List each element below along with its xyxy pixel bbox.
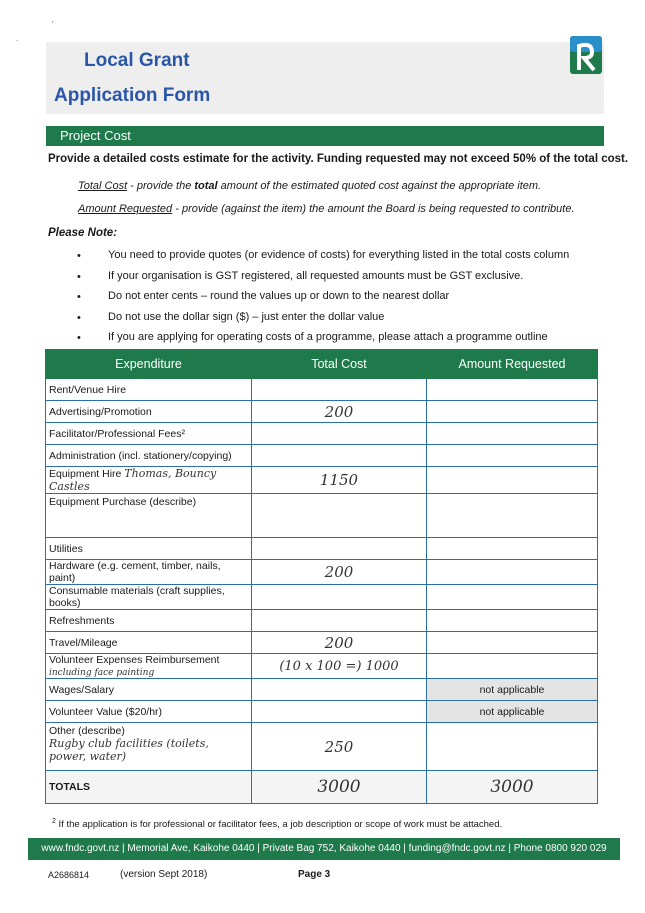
- council-logo-icon: [570, 36, 602, 74]
- scan-speck: .: [16, 34, 19, 43]
- total-cost-value: 200: [324, 402, 354, 421]
- definition-amount-requested: [78, 203, 575, 215]
- cost-table: [45, 349, 598, 804]
- total-cost-cell[interactable]: [252, 632, 427, 654]
- list-item: • Do not use the dollar sign ($) – just enter the dollar value: [74, 309, 594, 330]
- amount-requested-cell[interactable]: [427, 494, 598, 538]
- amount-requested-cell[interactable]: [427, 560, 598, 585]
- amount-requested-cell[interactable]: [427, 379, 598, 401]
- table-row: [46, 560, 598, 585]
- table-row: [46, 494, 598, 538]
- form-title-line1: Local Grant: [84, 50, 190, 71]
- list-item: • You need to provide quotes (or evidence of costs) for everything listed in the total costs column: [74, 247, 594, 268]
- list-item: • If your organisation is GST registered, all requested amounts must be GST exclusive.: [74, 268, 594, 289]
- footnote-text: If the application is for professional or facilitator fees, a job description or scope of work must be attached.: [58, 819, 503, 831]
- list-item: • If you are applying for operating costs of a programme, please attach a programme outline: [74, 329, 594, 350]
- expenditure-label-text: Equipment Hire: [49, 468, 122, 480]
- total-cost-cell[interactable]: [252, 610, 427, 632]
- table-row: [46, 654, 598, 679]
- table-row: [46, 679, 598, 701]
- table-row: [46, 445, 598, 467]
- total-cost-cell[interactable]: [252, 494, 427, 538]
- expenditure-label: Consumable materials (craft supplies, books): [46, 585, 252, 610]
- table-row: [46, 379, 598, 401]
- footnote-mark: 2: [52, 818, 56, 825]
- total-cost-cell[interactable]: [252, 538, 427, 560]
- total-cost-value: 200: [324, 563, 354, 581]
- total-cost-cell[interactable]: [252, 467, 427, 494]
- intro-text: Provide a detailed costs estimate for the activity. Funding requested may not exceed 50% of the total cost.: [48, 153, 629, 165]
- amount-requested-cell[interactable]: [427, 467, 598, 494]
- totals-row: [46, 771, 598, 804]
- total-cost-total: 3000: [317, 777, 361, 797]
- total-cost-cell[interactable]: [252, 401, 427, 423]
- footer-contact-bar: www.fndc.govt.nz | Memorial Ave, Kaikohe 0440 | Private Bag 752, Kaikohe 0440 | funding@fndc.govt.nz | Phone 0800 920 029: [28, 838, 620, 860]
- footnote: [52, 818, 502, 830]
- handwritten-note: including face painting: [49, 668, 155, 678]
- total-cost-cell[interactable]: [252, 723, 427, 771]
- amount-requested-cell[interactable]: [427, 654, 598, 679]
- handwritten-note: Rugby club facilities (toilets, power, water): [49, 737, 209, 763]
- table-row: [46, 585, 598, 610]
- total-cost-cell[interactable]: [252, 379, 427, 401]
- document-reference: A2686814: [48, 870, 90, 880]
- please-note-heading: Please Note:: [48, 227, 118, 239]
- handwritten-note: Thomas, Bouncy Castles: [49, 467, 217, 493]
- page-number: Page 3: [298, 869, 331, 880]
- definition-text: amount of the estimated quoted cost against the appropriate item.: [217, 180, 542, 192]
- total-cost-cell[interactable]: [252, 560, 427, 585]
- table-row: [46, 538, 598, 560]
- expenditure-label: Administration (incl. stationery/copying): [46, 445, 252, 467]
- amount-requested-total-cell[interactable]: [427, 771, 598, 804]
- total-cost-value: 1150: [319, 471, 359, 489]
- total-cost-value: 200: [324, 633, 354, 652]
- expenditure-label-text: Other (describe): [49, 725, 125, 737]
- expenditure-label: Refreshments: [46, 610, 252, 632]
- table-row: [46, 401, 598, 423]
- definition-bold: total: [194, 180, 218, 192]
- expenditure-label: Equipment Purchase (describe): [46, 494, 252, 538]
- total-cost-cell[interactable]: [252, 701, 427, 723]
- column-header-expenditure: Expenditure: [46, 350, 252, 379]
- definition-text: - provide (against the item) the amount the Board is being requested to contribute.: [172, 203, 575, 215]
- table-row: [46, 723, 598, 771]
- table-row: [46, 467, 598, 494]
- expenditure-label: Travel/Mileage: [46, 632, 252, 654]
- expenditure-label: Utilities: [46, 538, 252, 560]
- scan-speck: ': [52, 20, 54, 29]
- total-cost-value: (10 x 100 =) 1000: [279, 658, 399, 674]
- list-item: • Do not enter cents – round the values up or down to the nearest dollar: [74, 288, 594, 309]
- expenditure-label: Wages/Salary: [46, 679, 252, 701]
- definition-term: Amount Requested: [78, 203, 173, 215]
- definition-text: - provide the: [127, 180, 195, 192]
- amount-requested-cell: not applicable: [427, 701, 598, 723]
- expenditure-label: [46, 467, 252, 494]
- total-cost-cell[interactable]: [252, 445, 427, 467]
- expenditure-label: Advertising/Promotion: [46, 401, 252, 423]
- expenditure-label: [46, 723, 252, 771]
- version-label: (version Sept 2018): [120, 869, 208, 880]
- definition-term: Total Cost: [78, 180, 128, 192]
- expenditure-label-text: Volunteer Expenses Reimbursement: [49, 654, 220, 666]
- form-title-line2: Application Form: [54, 85, 211, 106]
- amount-requested-total: 3000: [490, 777, 534, 797]
- amount-requested-cell[interactable]: [427, 538, 598, 560]
- table-row: [46, 701, 598, 723]
- amount-requested-cell: not applicable: [427, 679, 598, 701]
- amount-requested-cell[interactable]: [427, 445, 598, 467]
- section-header: [46, 126, 604, 146]
- table-row: [46, 610, 598, 632]
- section-title: Project Cost: [60, 128, 131, 143]
- amount-requested-cell[interactable]: [427, 610, 598, 632]
- amount-requested-cell[interactable]: [427, 585, 598, 610]
- expenditure-label: Facilitator/Professional Fees²: [46, 423, 252, 445]
- expenditure-label: Rent/Venue Hire: [46, 379, 252, 401]
- expenditure-label: [46, 654, 252, 679]
- total-cost-total-cell[interactable]: [252, 771, 427, 804]
- total-cost-cell[interactable]: [252, 654, 427, 679]
- expenditure-label: Hardware (e.g. cement, timber, nails, paint): [46, 560, 252, 585]
- total-cost-cell[interactable]: [252, 585, 427, 610]
- column-header-total-cost: Total Cost: [252, 350, 427, 379]
- total-cost-cell[interactable]: [252, 423, 427, 445]
- expenditure-label: Volunteer Value ($20/hr): [46, 701, 252, 723]
- amount-requested-cell[interactable]: [427, 632, 598, 654]
- notes-list: [74, 247, 594, 350]
- total-cost-value: 250: [324, 737, 354, 756]
- amount-requested-cell[interactable]: [427, 723, 598, 771]
- totals-label: TOTALS: [46, 771, 252, 804]
- amount-requested-cell[interactable]: [427, 423, 598, 445]
- table-row: [46, 423, 598, 445]
- table-row: [46, 632, 598, 654]
- definition-total-cost: [78, 180, 541, 192]
- amount-requested-cell[interactable]: [427, 401, 598, 423]
- total-cost-cell[interactable]: [252, 679, 427, 701]
- column-header-amount-requested: Amount Requested: [427, 350, 598, 379]
